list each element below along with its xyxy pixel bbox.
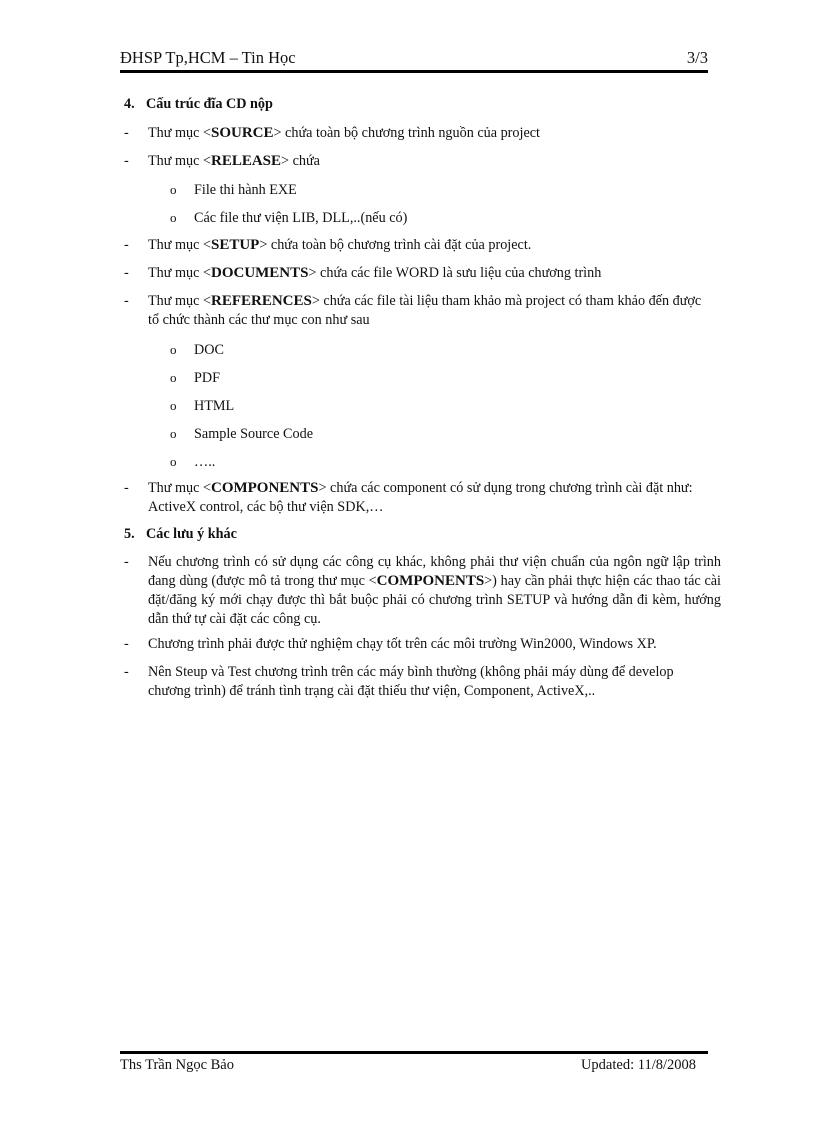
circle-bullet: o xyxy=(170,370,177,385)
sub-list-item: o ….. xyxy=(170,454,216,470)
sub-list-item: o Các file thư viện LIB, DLL,..(nếu có) xyxy=(170,210,408,226)
circle-bullet: o xyxy=(170,182,177,197)
section-title: Cấu trúc đĩa CD nộp xyxy=(146,96,273,112)
sub-list-item: o File thi hành EXE xyxy=(170,182,297,198)
sub-list-item: o HTML xyxy=(170,398,235,414)
dash-marker: - xyxy=(124,664,129,680)
footer-rule xyxy=(120,1051,708,1054)
footer-author: Ths Trần Ngọc Bảo xyxy=(120,1057,234,1073)
folder-name: SOURCE xyxy=(210,125,274,141)
list-item: - Thư mục <DOCUMENTS> chứa các file WORD là sưu liệu của chương trình xyxy=(124,265,602,281)
list-item: - Thư mục <COMPONENTS> chứa các component có sử dụng trong chương trình cài đặt như: ActiveX control, các bộ thư viện SDK,… xyxy=(124,480,693,515)
list-item: - Chương trình phải được thử nghiệm chạy tốt trên các môi trường Win2000, Windows XP. xyxy=(124,636,657,652)
dash-marker: - xyxy=(124,125,129,141)
header-rule xyxy=(120,70,708,73)
dash-marker: - xyxy=(124,153,129,169)
section-4-heading xyxy=(124,96,273,113)
folder-name: COMPONENTS xyxy=(210,480,319,496)
list-item: - Thư mục <RELEASE> chứa xyxy=(124,153,320,169)
header-title: ĐHSP Tp,HCM – Tin Học xyxy=(120,48,296,67)
list-item: - Thư mục <SETUP> chứa toàn bộ chương trình cài đặt của project. xyxy=(124,237,532,253)
circle-bullet: o xyxy=(170,342,177,357)
page-number: 3/3 xyxy=(686,48,708,67)
section-number: 5. xyxy=(124,526,135,542)
list-item: - Thư mục <SOURCE> chứa toàn bộ chương trình nguồn của project xyxy=(124,125,540,141)
section-title: Các lưu ý khác xyxy=(146,526,237,542)
dash-marker: - xyxy=(124,237,129,253)
dash-marker: - xyxy=(124,480,129,496)
section-number: 4. xyxy=(124,96,135,112)
circle-bullet: o xyxy=(170,454,177,469)
circle-bullet: o xyxy=(170,398,177,413)
sub-list-item: o DOC xyxy=(170,342,224,358)
list-item: - Nếu chương trình có sử dụng các công cụ khác, không phải thư viện chuẩn của ngôn ngữ lập trình đang dùng (được mô tả trong thư mục <COMPONENTS>) hay cần phải thực hiện các thao tác cài đặt/đăng ký mới chạy được thì bắt buộc phải có chương trình SETUP và hướng dẫn đi kèm, hướng dẫn thứ tự cài đặt các công cụ. xyxy=(124,554,721,627)
circle-bullet: o xyxy=(170,426,177,441)
list-item: - Thư mục <REFERENCES> chứa các file tài liệu tham khảo mà project có tham khảo đến được tổ chức thành các thư mục con như sau xyxy=(124,293,702,328)
dash-marker: - xyxy=(124,293,129,309)
circle-bullet: o xyxy=(170,210,177,225)
section-5-heading xyxy=(124,526,237,543)
folder-name: RELEASE xyxy=(210,153,282,169)
page-header xyxy=(120,48,708,68)
folder-name: REFERENCES xyxy=(210,293,312,309)
sub-list-item: o Sample Source Code xyxy=(170,426,313,442)
list-item: - Nên Steup và Test chương trình trên các máy bình thường (không phải máy dùng để develop chương trình) để tránh tình trạng cài đặt thiếu thư viện, Component, ActiveX,.. xyxy=(124,664,674,699)
footer-updated: Updated: 11/8/2008 xyxy=(580,1057,696,1073)
folder-name: SETUP xyxy=(210,237,260,253)
dash-marker: - xyxy=(124,554,129,570)
sub-list-item: o PDF xyxy=(170,370,221,386)
folder-name: COMPONENTS xyxy=(376,573,485,589)
dash-marker: - xyxy=(124,636,129,652)
page-footer xyxy=(120,1057,696,1074)
folder-name: DOCUMENTS xyxy=(210,265,309,281)
dash-marker: - xyxy=(124,265,129,281)
